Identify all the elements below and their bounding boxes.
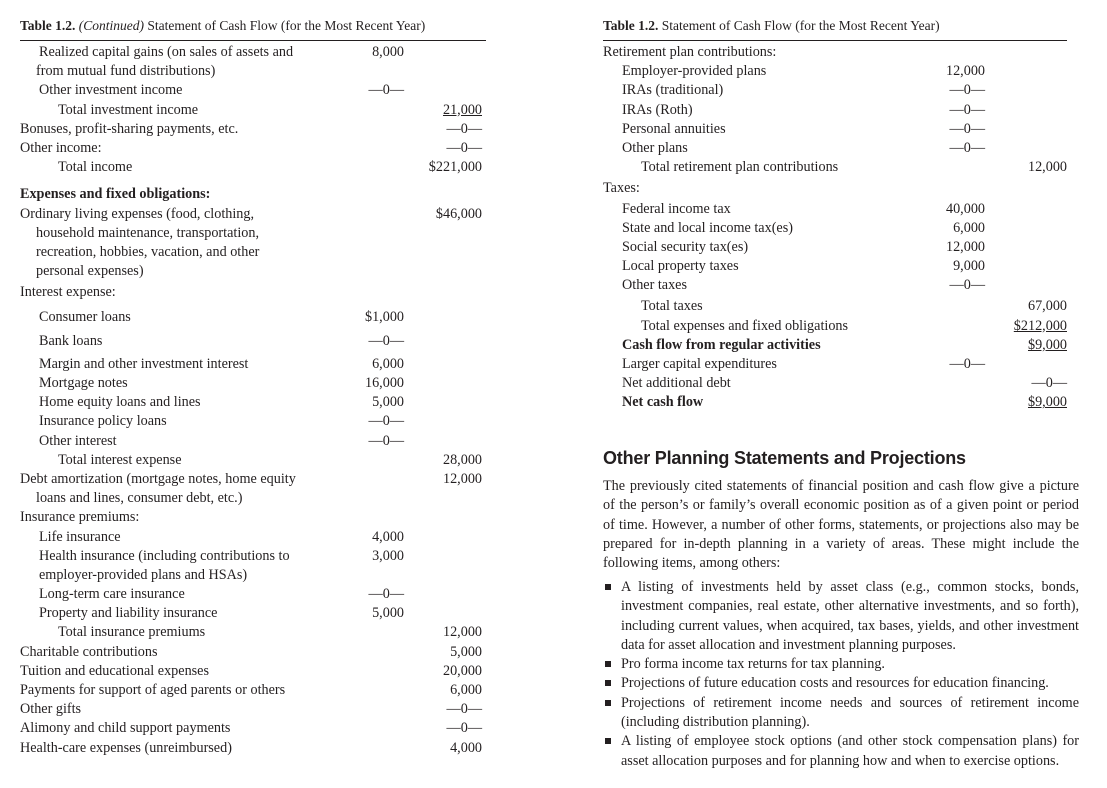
table-row	[603, 355, 1067, 374]
row-label: Total income	[58, 159, 133, 176]
row-label: Total interest expense	[58, 451, 182, 468]
row-label: Bonuses, profit-sharing payments, etc.	[20, 120, 239, 137]
table-row	[20, 243, 486, 262]
table-row	[20, 120, 486, 139]
table-row	[20, 719, 486, 738]
table-row	[20, 185, 486, 204]
row-label: Other income:	[20, 139, 102, 156]
table-row	[20, 585, 486, 604]
row-label: Ordinary living expenses (food, clothing,	[20, 205, 255, 222]
row-value-inner: —0—	[949, 82, 985, 99]
table-row	[603, 158, 1067, 177]
table-row	[20, 566, 486, 585]
row-label: IRAs (traditional)	[622, 82, 724, 99]
list-item-text: Pro forma income tax returns for tax planning.	[621, 656, 885, 673]
table-row	[20, 158, 486, 177]
table-row	[20, 283, 486, 302]
row-value-outer: —0—	[446, 701, 482, 718]
row-label: State and local income tax(es)	[622, 219, 793, 236]
table-row	[603, 62, 1067, 81]
table-row	[20, 308, 486, 327]
row-label: Home equity loans and lines	[39, 394, 201, 411]
table-row	[603, 101, 1067, 120]
row-label: loans and lines, consumer debt, etc.)	[36, 490, 243, 507]
row-label: Personal annuities	[622, 120, 726, 137]
row-label: Retirement plan contributions:	[603, 44, 777, 60]
right-table-body	[603, 43, 1067, 413]
table-row	[603, 200, 1067, 219]
row-value-outer: —0—	[446, 139, 482, 156]
row-value-outer: 4,000	[450, 739, 482, 756]
row-value-inner: —0—	[368, 332, 404, 349]
table-row	[20, 528, 486, 547]
row-value-outer: 67,000	[1027, 298, 1067, 315]
row-value-inner: 40,000	[945, 200, 985, 217]
row-label: Interest expense:	[20, 284, 116, 301]
row-label: Taxes:	[603, 180, 640, 197]
row-value-outer: $9,000	[1027, 336, 1067, 353]
list-item	[603, 694, 1079, 733]
table-row	[603, 317, 1067, 336]
row-value-outer: —0—	[1031, 375, 1067, 392]
row-value-inner: —0—	[368, 432, 404, 449]
row-label: Consumer loans	[39, 309, 131, 326]
bullet-square-icon	[605, 584, 611, 590]
row-label: Tuition and educational expenses	[20, 662, 210, 679]
row-value-outer: 20,000	[442, 662, 482, 679]
right-table-caption: Table 1.2. Statement of Cash Flow (for the Most Recent Year)	[603, 18, 1067, 41]
row-label: Other interest	[39, 432, 117, 449]
row-label: IRAs (Roth)	[622, 101, 693, 118]
table-row	[20, 101, 486, 120]
table-row	[20, 139, 486, 158]
table-row	[20, 604, 486, 623]
list-item-text: Projections of retirement income needs and sources of retirement income (including distribution planning).	[621, 694, 1079, 731]
table-row	[20, 412, 486, 431]
table-row	[20, 355, 486, 374]
table-row	[20, 62, 486, 81]
table-row	[20, 451, 486, 470]
row-label: Health insurance (including contributions to	[39, 547, 290, 564]
table-row	[20, 432, 486, 451]
table-row	[20, 81, 486, 100]
row-label: Insurance premiums:	[20, 509, 140, 526]
row-label: Payments for support of aged parents or others	[20, 682, 286, 698]
table-row	[20, 205, 486, 224]
row-value-inner: 3,000	[372, 547, 404, 564]
row-label: Total insurance premiums	[58, 624, 206, 641]
row-label: Long-term care insurance	[39, 586, 185, 603]
table-row	[603, 238, 1067, 257]
row-value-inner: —0—	[949, 139, 985, 156]
row-label: Health-care expenses (unreimbursed)	[20, 739, 232, 756]
row-value-inner: 6,000	[953, 219, 985, 236]
row-value-outer: —0—	[446, 120, 482, 137]
table-row	[20, 224, 486, 243]
bullet-square-icon	[605, 661, 611, 667]
bullet-square-icon	[605, 680, 611, 686]
row-label: Total investment income	[58, 101, 199, 118]
row-label: Total retirement plan contributions	[641, 159, 839, 176]
row-label: Other investment income	[39, 82, 183, 99]
table-row	[20, 681, 486, 700]
table-row	[20, 393, 486, 412]
row-label: Other gifts	[20, 701, 82, 718]
table-row	[20, 643, 486, 662]
row-label: personal expenses)	[36, 263, 144, 280]
row-value-outer: 12,000	[442, 470, 482, 487]
left-table-caption: Table 1.2. (Continued) Statement of Cash Flow (for the Most Recent Year)	[20, 18, 486, 41]
row-label: Insurance policy loans	[39, 413, 167, 430]
row-label: Bank loans	[39, 332, 103, 349]
section-heading: Other Planning Statements and Projections	[603, 448, 966, 468]
row-label: recreation, hobbies, vacation, and other	[36, 243, 260, 260]
row-value-inner: —0—	[368, 82, 404, 99]
row-label: Local property taxes	[622, 258, 739, 275]
row-value-outer: 12,000	[442, 624, 482, 641]
table-row	[603, 139, 1067, 158]
row-label: Net cash flow	[622, 394, 704, 411]
row-label: Life insurance	[39, 528, 121, 545]
row-value-outer: $46,000	[435, 205, 482, 222]
row-label: Property and liability insurance	[39, 605, 218, 622]
row-label: Mortgage notes	[39, 375, 128, 391]
row-value-inner: 5,000	[372, 605, 404, 622]
table-row	[603, 336, 1067, 355]
row-value-inner: —0—	[949, 277, 985, 294]
row-label: Total taxes	[641, 298, 703, 315]
row-value-outer: 12,000	[1027, 159, 1067, 176]
row-value-inner: 16,000	[364, 375, 404, 391]
list-item	[603, 732, 1079, 771]
list-item	[603, 674, 1079, 693]
table-row	[20, 623, 486, 642]
bullet-list	[603, 578, 1079, 771]
table-row	[603, 393, 1067, 412]
table-row	[603, 179, 1067, 198]
table-row	[20, 332, 486, 351]
table-row	[20, 43, 486, 62]
row-value-inner: —0—	[949, 120, 985, 137]
row-label: Social security tax(es)	[622, 238, 749, 255]
table-row	[603, 257, 1067, 276]
table-row	[20, 262, 486, 281]
table-row	[20, 547, 486, 566]
row-value-outer: 5,000	[450, 643, 482, 660]
list-item-text: Projections of future education costs and resources for education financing.	[621, 675, 1049, 692]
table-row	[20, 739, 486, 758]
left-table-body	[20, 43, 486, 758]
list-item	[603, 578, 1079, 655]
table-row	[20, 489, 486, 508]
row-value-inner: —0—	[949, 101, 985, 118]
table-row	[603, 276, 1067, 295]
row-label: Larger capital expenditures	[622, 356, 777, 372]
table-row	[603, 81, 1067, 100]
bullet-square-icon	[605, 738, 611, 744]
row-value-outer: 21,000	[442, 101, 482, 118]
row-value-outer: $9,000	[1027, 394, 1067, 411]
table-row	[603, 219, 1067, 238]
table-row	[603, 120, 1067, 139]
row-value-inner: 6,000	[372, 355, 404, 372]
row-value-inner: 9,000	[953, 258, 985, 275]
row-label: Federal income tax	[622, 200, 731, 217]
table-row	[20, 470, 486, 489]
row-value-inner: $1,000	[364, 309, 404, 326]
row-value-inner: 4,000	[372, 528, 404, 545]
list-item-text: A listing of employee stock options (and other stock compensation plans) for asset allocation purposes and for planning how and when to exercise options.	[621, 733, 1079, 769]
row-value-inner: 8,000	[372, 44, 404, 60]
table-row	[20, 374, 486, 393]
row-value-outer: 6,000	[450, 682, 482, 698]
list-item	[603, 655, 1079, 674]
row-value-inner: 12,000	[945, 238, 985, 255]
row-value-outer: $212,000	[1013, 317, 1067, 334]
row-label: Net additional debt	[622, 375, 731, 392]
row-label: Employer-provided plans	[622, 63, 767, 80]
row-label: Cash flow from regular activities	[622, 336, 821, 353]
row-label: household maintenance, transportation,	[36, 224, 259, 241]
table-row	[20, 700, 486, 719]
row-value-inner: —0—	[949, 356, 985, 372]
row-label: Other plans	[622, 139, 688, 156]
row-label: Total expenses and fixed obligations	[641, 317, 849, 334]
row-value-inner: —0—	[368, 586, 404, 603]
row-value-inner: —0—	[368, 413, 404, 430]
row-label: Margin and other investment interest	[39, 355, 249, 372]
row-label: Debt amortization (mortgage notes, home equity	[20, 470, 296, 487]
table-row	[20, 662, 486, 681]
row-label: Realized capital gains (on sales of assets and	[39, 44, 294, 60]
row-value-outer: —0—	[446, 720, 482, 737]
row-value-inner: 5,000	[372, 394, 404, 411]
list-item-text: A listing of investments held by asset class (e.g., common stocks, bonds, investment companies, real estate, other alternative investments, and so forth), including current values, when acquired, tax bases, yields, and other investment data for asset allocation and investment planning purposes.	[621, 579, 1079, 653]
section-paragraph: The previously cited statements of financial position and cash flow give a picture of the person’s or family’s overall economic position as of a given point or period of time. However, a number of other forms, statements, or projections also may be prepared for in-depth planning in a variety of areas. These might include the following items, among others:	[603, 478, 1079, 572]
row-value-inner: 12,000	[945, 63, 985, 80]
table-row	[603, 297, 1067, 316]
row-label: Other taxes	[622, 277, 688, 294]
table-row	[20, 508, 486, 527]
row-label: employer-provided plans and HSAs)	[39, 566, 248, 583]
row-label: from mutual fund distributions)	[36, 63, 216, 80]
table-row	[603, 43, 1067, 62]
row-label: Charitable contributions	[20, 643, 158, 660]
row-value-outer: $221,000	[428, 159, 482, 176]
row-label: Expenses and fixed obligations:	[20, 186, 211, 203]
table-row	[603, 374, 1067, 393]
row-label: Alimony and child support payments	[20, 720, 231, 737]
bullet-square-icon	[605, 700, 611, 706]
row-value-outer: 28,000	[442, 451, 482, 468]
